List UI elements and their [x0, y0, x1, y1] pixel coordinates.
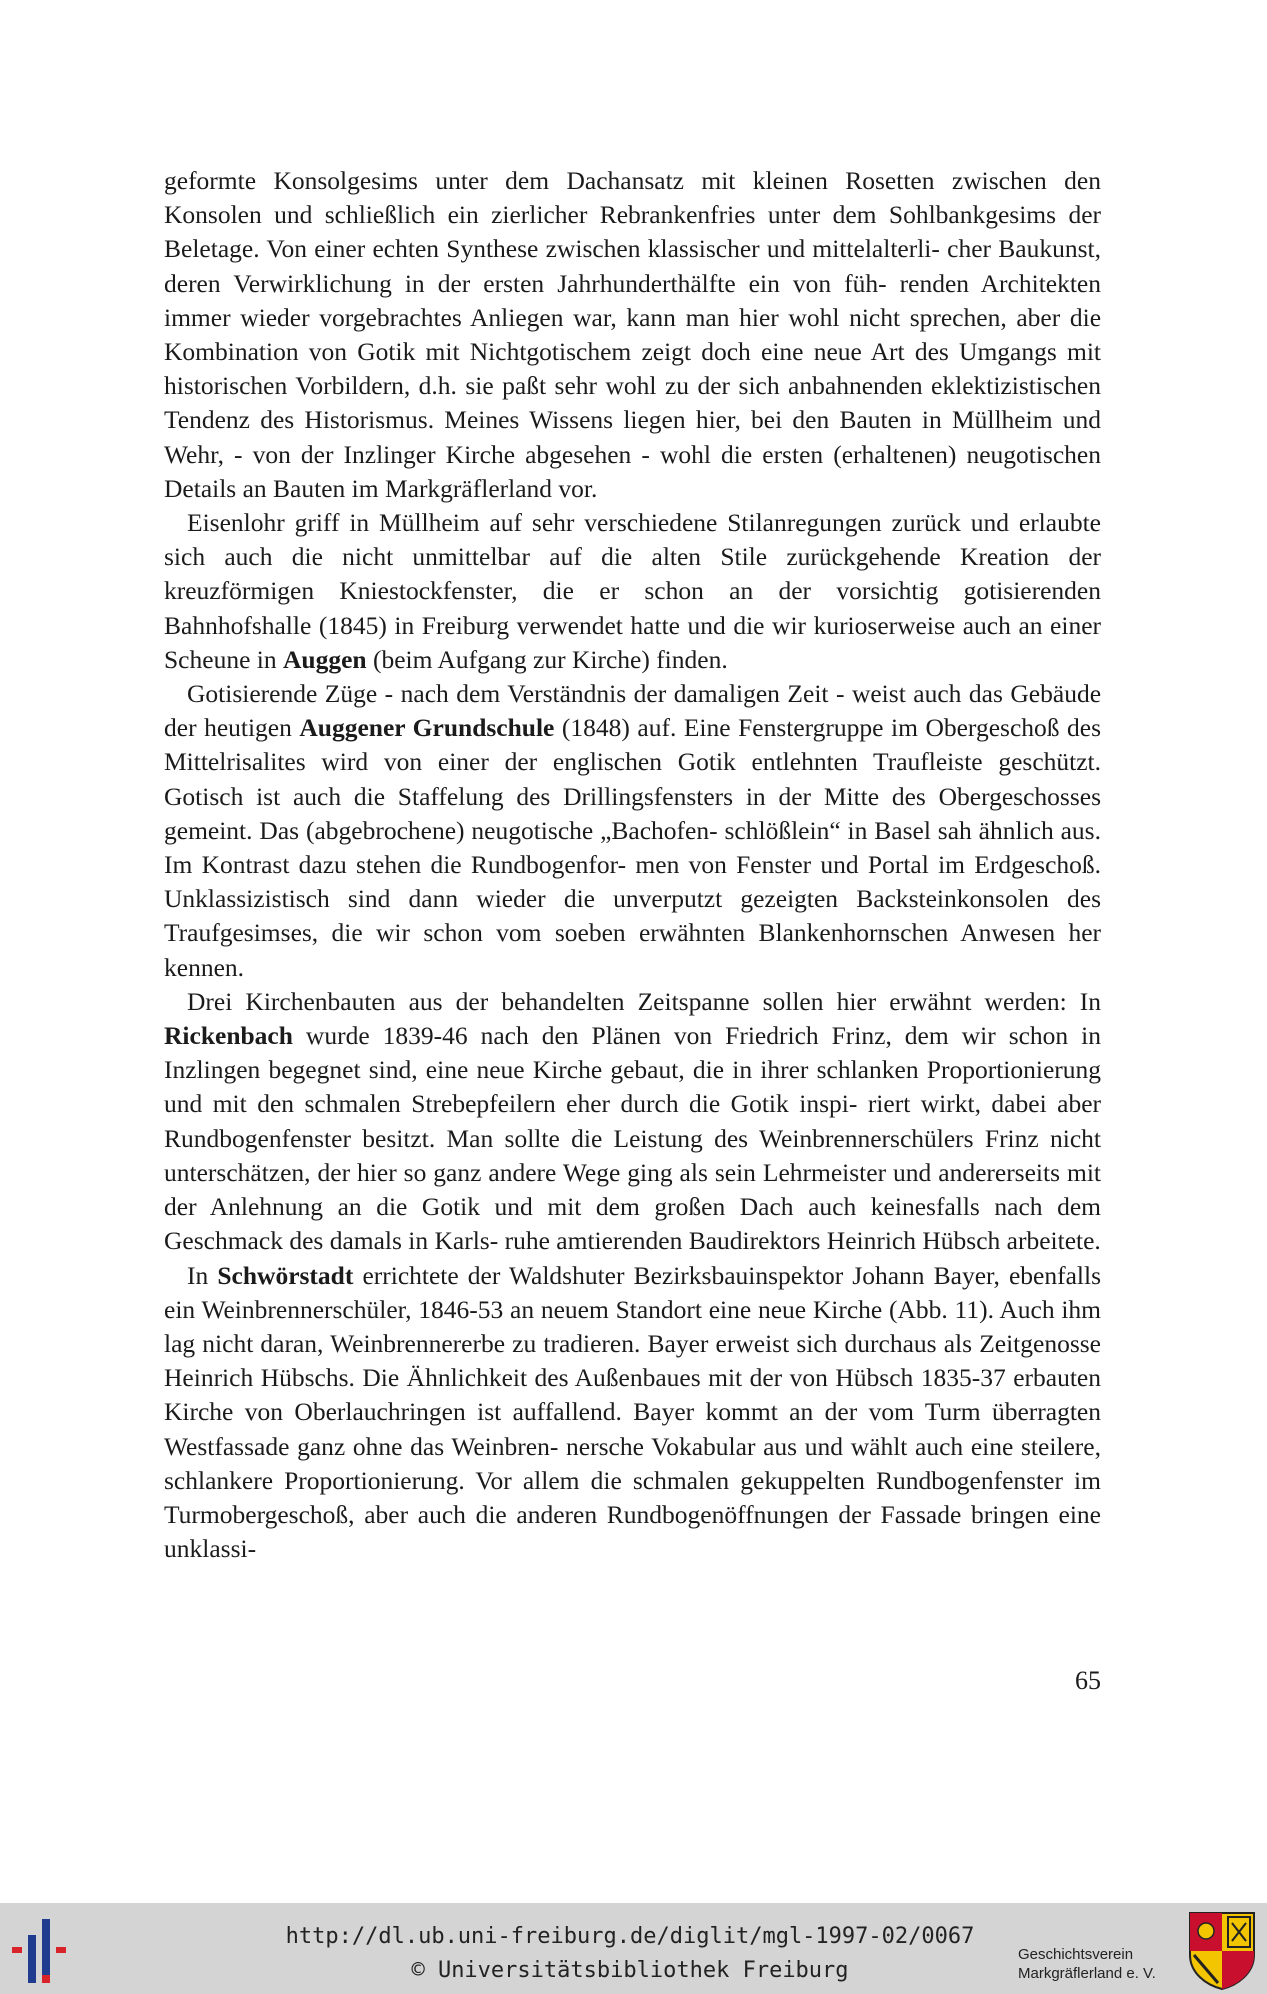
text-segment: Weinbrennerschülers Frinz nicht unterschätzen, der hier so ganz andere Wege: [164, 1123, 1102, 1187]
text-line: [187, 987, 1067, 1016]
text-segment: ebenfalls ein Weinbrennerschüler, 1846-53 an neuem Standort eine neue Kirche: [164, 1260, 1101, 1324]
paragraph: [164, 164, 1101, 506]
text-line: [505, 1226, 1101, 1255]
text-segment: cher Baukunst, deren Verwirklichung in der ersten Jahrhunderthälfte ein von füh-: [164, 234, 1101, 298]
text-segment: Traufleiste geschützt. Gotisch ist auch die Staffelung des Drillingsfensters in der: [164, 747, 1102, 811]
text-segment: men von Fenster und Portal im Erdgeschoß. Unklassizistisch sind dann wieder die: [164, 850, 1102, 914]
bold-place-name: Schwörstadt: [217, 1260, 354, 1290]
text-segment: ruhe amtierenden Baudirektors Heinrich Hübsch arbeitete.: [504, 1226, 1101, 1256]
text-body: [164, 164, 1101, 1566]
footer-copyright: © Universitätsbibliothek Freiburg: [411, 1958, 849, 1983]
text-segment: Kirche abgesehen - wohl die ersten (erhaltenen) neugotischen Details an Bauten: [164, 439, 1101, 503]
text-segment: Bahnhofshalle (1845) in Freiburg verwendet hatte und die wir kurioserweise auch: [164, 610, 1011, 640]
text-segment: Drei Kirchenbauten aus der behandelten Zeitspanne sollen hier erwähnt werden:: [187, 986, 1067, 1016]
text-segment: (beim Aufgang zur Kirche) finden.: [366, 644, 728, 674]
coat-of-arms-icon: [1188, 1911, 1256, 1991]
text-segment: an einer Scheune in: [164, 610, 1102, 674]
text-segment: renden Architekten immer wieder vorgebrachtes Anliegen war, kann man hier: [164, 268, 1102, 332]
text-segment: aber auch die anderen Rundbogenöffnungen der Fassade bringen eine unklassi-: [164, 1499, 1101, 1564]
society-name: [1018, 1945, 1178, 1983]
text-segment: soeben erwähnten Blankenhornschen Anwesen her kennen.: [164, 918, 1102, 982]
text-segment: der Beletage. Von einer echten Synthese zwischen klassischer und mittelalterli-: [164, 200, 1101, 264]
text-segment: erlaubte sich auch die nicht unmittelbar auf die alten Stile zurückgehende Kreation: [164, 508, 1101, 572]
text-segment: wohl nicht sprechen, aber die Kombination von Gotik mit Nichtgotischem zeigt: [164, 302, 1102, 367]
text-segment: im Markgräflerland vor.: [351, 473, 598, 503]
text-segment: riert wirkt, dabei aber Rundbogenfenster besitzt. Man sollte die Leistung des: [164, 1089, 1102, 1153]
text-segment: schon in Inzlingen begegnet sind, eine neue Kirche gebaut, die in ihrer schlanken: [164, 1021, 1101, 1085]
text-line: [187, 679, 1003, 708]
bold-place-name: Auggener Grundschule: [299, 713, 555, 743]
text-segment: errichtete der Waldshuter Bezirksbauinspektor Johann Bayer,: [353, 1260, 1000, 1290]
footer-bar: [0, 1903, 1267, 1994]
text-segment: wohl zu der sich anbahnenden eklektizistischen Tendenz des Historismus. Meines: [164, 371, 1101, 435]
paragraph: [164, 677, 1101, 985]
text-segment: (1848) auf. Eine Fenstergruppe im: [554, 713, 918, 743]
bold-place-name: Auggen: [282, 644, 367, 674]
page-number: 65: [1075, 1666, 1101, 1695]
text-line: [164, 611, 1011, 640]
text-segment: mit der von Hübsch 1835-37 erbauten Kirche von Oberlauchringen ist auffallend.: [164, 1363, 1101, 1427]
text-segment: (Abb. 11). Auch ihm lag nicht daran, Weinbrennererbe zu tradieren. Bayer erweist: [164, 1294, 1101, 1358]
text-line: [164, 200, 1056, 229]
text-segment: schlößlein“ in Basel sah ähnlich aus. Im Kontrast dazu stehen die Rundbogenfor-: [164, 815, 1101, 880]
text-segment: der kreuzförmigen Kniestockfenster, die er schon an der vorsichtig gotisierenden: [164, 542, 1102, 606]
text-line: [164, 166, 1101, 195]
text-segment: In: [187, 1260, 218, 1290]
paragraph: [164, 1259, 1101, 1567]
text-segment: unverputzt gezeigten Backsteinkonsolen des Traufgesimses, die wir schon vom: [164, 884, 1101, 948]
text-line: [187, 508, 1009, 537]
text-segment: In: [1079, 986, 1101, 1016]
text-segment: Eisenlohr griff in Müllheim auf sehr verschiedene Stilanregungen zurück und: [187, 508, 1009, 538]
footer-url-link[interactable]: http://dl.ub.uni-freiburg.de/diglit/mgl-1997-02/0067: [285, 1924, 975, 1949]
paragraph: [164, 985, 1101, 1259]
text-segment: Gebäude der heutigen: [164, 679, 1102, 743]
text-line: [352, 474, 598, 503]
text-segment: nersche Vokabular aus und wählt auch eine steilere, schlankere Proportionierung.: [164, 1431, 1101, 1495]
text-line: [187, 1261, 1000, 1290]
text-segment: Obergeschoß des Mittelrisalites wird von einer der englischen Gotik entlehnten: [164, 713, 1102, 777]
ub-freiburg-logo-icon: [10, 1917, 80, 1985]
text-segment: Gotisierende Züge - nach dem Verständnis der damaligen Zeit - weist auch das: [187, 679, 1003, 709]
bold-place-name: Rickenbach: [164, 1021, 293, 1051]
text-segment: sich durchaus als Zeitgenosse Heinrich Hübschs. Die Ähnlichkeit des Außenbaues: [164, 1328, 1101, 1393]
text-segment: Bayer kommt an der vom Turm überragten Westfassade ganz ohne das Weinbren-: [164, 1397, 1101, 1461]
text-segment: Wissens liegen hier, bei den Bauten in Müllheim und Wehr, - von der Inzlinger: [164, 405, 1102, 469]
paragraph: [164, 506, 1101, 677]
text-segment: ging als sein Lehrmeister und andererseits mit der Anlehnung an die Gotik und: [164, 1157, 1101, 1222]
text-segment: doch eine neue Art des Umgangs mit historischen Vorbildern, d.h. sie paßt sehr: [164, 337, 1102, 401]
text-segment: Konsolen und schließlich ein zierlicher Rebrankenfries unter dem Sohlbankgesims: [164, 200, 1057, 230]
society-name-line-1: Geschichtsverein: [1018, 1946, 1134, 1963]
text-segment: Mitte des Obergeschosses gemeint. Das (abgebrochene) neugotische „Bachofen-: [164, 781, 1102, 845]
text-segment: Vor allem die schmalen gekuppelten Rundbogenfenster im Turmobergeschoß,: [164, 1465, 1101, 1529]
text-segment: mit dem großen Dach auch keinesfalls nach dem Geschmack des damals in Karls-: [164, 1192, 1102, 1256]
text-segment: wurde 1839-46 nach den Plänen von Friedrich Frinz, dem wir: [292, 1021, 996, 1051]
text-segment: geformte Konsolgesims unter dem Dachansatz mit kleinen Rosetten zwischen den: [164, 166, 1101, 195]
text-segment: Proportionierung und mit den schmalen Strebepfeilern eher durch die Gotik inspi-: [164, 1055, 1102, 1119]
society-name-line-2: Markgräflerland e. V.: [1018, 1965, 1156, 1982]
